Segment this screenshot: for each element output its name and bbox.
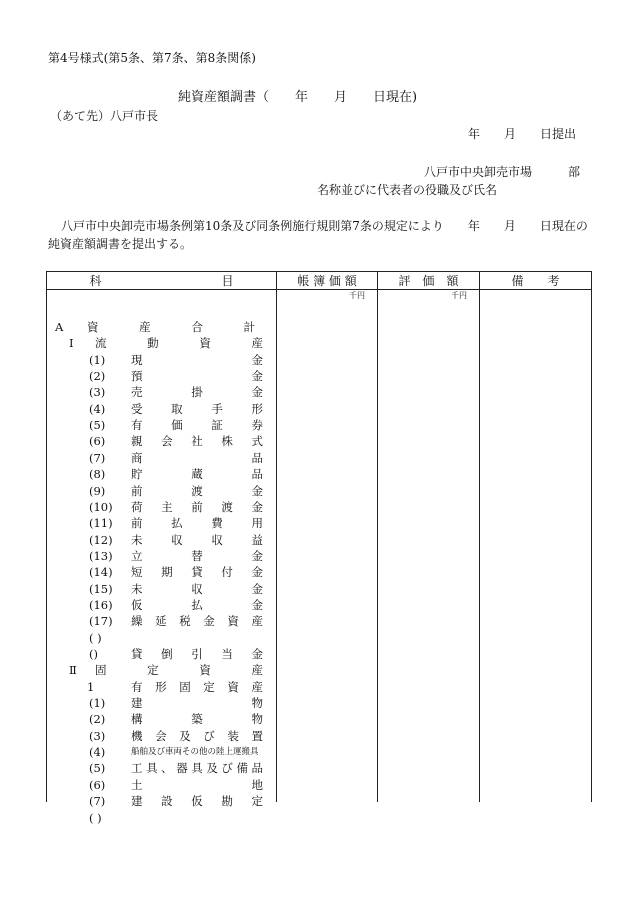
table-row [47, 777, 277, 793]
row-number: (3) [89, 385, 106, 400]
row-label: 現 金 [131, 352, 263, 367]
row-number: (10) [89, 499, 113, 514]
row-label: 短 期 貸 付 金 [131, 565, 263, 580]
row-number: (5) [89, 761, 106, 776]
table-row [47, 793, 277, 809]
row-label: 荷 主 前 渡 金 [131, 499, 263, 514]
unit-blank [47, 290, 277, 302]
table-row [47, 499, 277, 515]
row-number: (5) [89, 418, 106, 433]
unit-remarks [480, 290, 592, 302]
table-row [47, 384, 277, 400]
row-number: (2) [89, 712, 106, 727]
row-number: (9) [89, 483, 106, 498]
table-row [47, 466, 277, 482]
unit-eval: 千円 [378, 290, 480, 302]
row-number: (12) [89, 532, 113, 547]
row-label: 流 動 資 産 [95, 336, 263, 351]
row-number: (13) [89, 548, 113, 563]
table-row [47, 401, 277, 417]
table-row [47, 630, 277, 646]
row-number: (2) [89, 369, 106, 384]
row-label: 受 取 手 形 [131, 401, 263, 416]
table-row [47, 515, 277, 531]
table-row [47, 417, 277, 433]
row-number: () [89, 647, 98, 661]
table-row [47, 581, 277, 597]
row-label: 繰 延 税 金 資 産 [131, 614, 263, 629]
book-value-column [277, 301, 378, 802]
row-number: (15) [89, 581, 113, 596]
table-row [47, 564, 277, 580]
representative-name-line: 名称並びに代表者の役職及び氏名 [317, 183, 498, 197]
row-label: 有 価 証 券 [131, 418, 263, 433]
row-label: 固 定 資 産 [95, 663, 263, 678]
header-remarks: 備 考 [480, 272, 592, 290]
row-label: 資 産 合 計 [87, 320, 255, 334]
row-number: (14) [89, 565, 113, 580]
row-number: (6) [89, 434, 106, 449]
row-number: 1 [87, 679, 95, 694]
table-row [47, 810, 277, 826]
addressee: （あて先）八戸市長 [50, 109, 159, 123]
evaluation-column [378, 301, 480, 802]
body-text-line-2: 純資産額調書を提出する。 [48, 237, 193, 251]
row-label: 親 会 社 株 式 [131, 434, 263, 449]
row-number: ( ) [89, 630, 102, 645]
header-evaluation: 評 価 額 [378, 272, 480, 290]
row-label: 売 掛 金 [131, 385, 263, 400]
row-number: Ⅱ [69, 663, 77, 678]
row-number: (3) [89, 728, 106, 743]
table-row [47, 760, 277, 776]
row-label: 土 地 [131, 777, 263, 792]
row-number: (16) [89, 597, 113, 612]
table-row [47, 597, 277, 613]
header-book-value: 帳 簿 価 額 [277, 272, 378, 290]
submission-date: 年 月 日提出 [468, 127, 577, 141]
body-text-line-1: 八戸市中央卸売市場条例第10条及び同条例施行規則第7条の規定により 年 月 日現在の [61, 219, 588, 233]
row-label: 機 会 及 び 装 置 [131, 728, 263, 743]
form-number: 第4号様式(第5条、第7条、第8条関係) [48, 51, 256, 65]
header-account: 科 目 [47, 272, 277, 290]
row-label: 預 金 [131, 369, 263, 384]
row-label: 未 収 収 益 [131, 532, 263, 547]
row-number: ( ) [89, 810, 102, 825]
row-number: (4) [89, 745, 106, 760]
table-row [47, 433, 277, 449]
row-label: 工 具 、 器 具 及 び 備 品 [131, 761, 263, 776]
table-row [47, 613, 277, 629]
row-label: 商 品 [131, 450, 263, 465]
row-label: 船舶及び車両その他の陸上運搬具 [131, 747, 259, 758]
table-row [47, 679, 277, 695]
market-department: 八戸市中央卸売市場 部 [424, 165, 581, 179]
table-row [47, 352, 277, 368]
table-row [47, 532, 277, 548]
table-row [47, 728, 277, 744]
row-number: Ⅰ [69, 336, 74, 351]
row-label: 未 収 金 [131, 581, 263, 596]
row-number: (11) [89, 516, 113, 531]
unit-book: 千円 [277, 290, 378, 302]
table-row [47, 744, 277, 760]
net-assets-table [46, 271, 592, 825]
table-row [47, 319, 277, 335]
table-row [47, 335, 277, 351]
table-row [47, 548, 277, 564]
row-number: (17) [89, 614, 113, 629]
table-row [47, 450, 277, 466]
row-label: 建 物 [131, 696, 263, 711]
row-label: 有 形 固 定 資 産 [131, 679, 263, 694]
row-number: (1) [89, 696, 106, 711]
table-row [47, 483, 277, 499]
table-row [47, 711, 277, 727]
table-row [47, 646, 277, 662]
row-label: 立 替 金 [131, 548, 263, 563]
row-number: (4) [89, 401, 106, 416]
row-label: 前 渡 金 [131, 483, 263, 498]
row-label: 建 設 仮 勘 定 [131, 794, 263, 809]
table-row [47, 695, 277, 711]
account-items [47, 301, 277, 825]
row-number: (7) [89, 450, 106, 465]
row-number: (8) [89, 467, 106, 482]
row-number: A [55, 320, 64, 334]
table-row [47, 368, 277, 384]
row-number: (7) [89, 794, 106, 809]
row-label: 貯 蔵 品 [131, 467, 263, 482]
table-row [47, 662, 277, 678]
row-label: 前 払 費 用 [131, 516, 263, 531]
row-number: (6) [89, 777, 106, 792]
remarks-column [480, 301, 592, 802]
document-title: 純資産額調書（ 年 月 日現在) [178, 90, 418, 105]
row-label: 仮 払 金 [131, 597, 263, 612]
row-label: 構 築 物 [131, 712, 263, 727]
row-number: (1) [89, 352, 106, 367]
row-label: 貸 倒 引 当 金 [131, 647, 263, 661]
